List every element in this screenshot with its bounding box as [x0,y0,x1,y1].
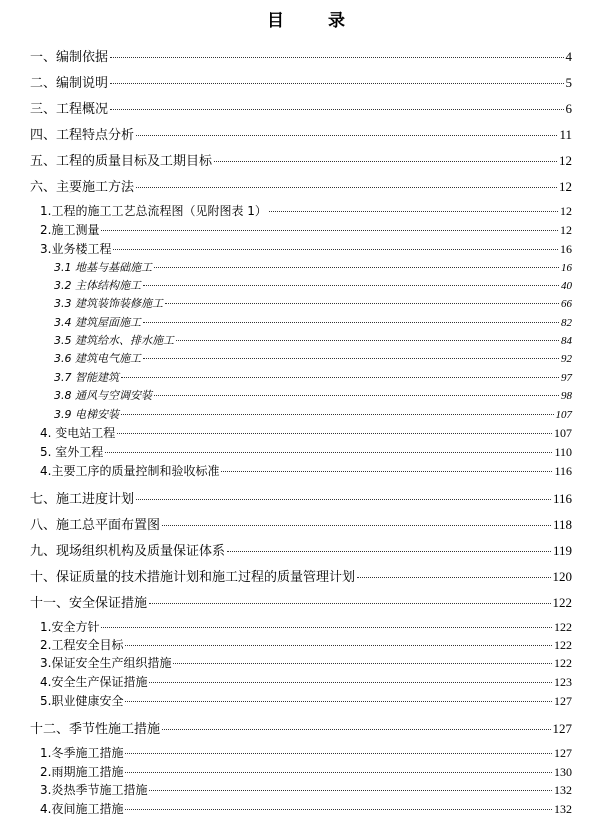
toc-entry-page-number: 16 [560,242,572,256]
toc-entry[interactable] [40,654,572,671]
toc-entry[interactable] [54,332,572,348]
toc-entry[interactable] [40,221,572,238]
toc-entry-page-number: 122 [554,638,572,652]
toc-entry-title: 二、编制说明 [30,76,109,91]
toc-entry[interactable] [40,462,572,479]
toc-entry-page-number: 110 [554,445,572,459]
dot-leader [121,414,554,415]
toc-entry-title: 三、工程概况 [30,102,109,117]
toc-entry-title: 十二、季节性施工措施 [30,722,161,737]
toc-entry-title: 九、现场组织机构及质量保证体系 [30,544,226,559]
toc-entry-page-number: 132 [554,802,572,816]
toc-entry[interactable] [40,443,572,460]
toc-entry-title: 六、主要施工方法 [30,180,135,195]
toc-entry-title: 1.冬季施工措施 [40,746,124,760]
toc-entry-page-number: 82 [561,317,572,329]
toc-entry-title: 2.施工测量 [40,223,100,237]
toc-entry[interactable] [40,673,572,690]
toc-entry-title: 一、编制依据 [30,50,109,65]
toc-entry-title: 3.5 建筑给水、排水施工 [54,334,174,347]
toc-entry-page-number: 97 [561,372,572,384]
toc-entry-title: 十、保证质量的技术措施计划和施工过程的质量管理计划 [30,570,356,585]
toc-entry-page-number: 107 [555,409,572,421]
toc-entry-title: 3.1 地基与基础施工 [54,261,152,274]
dot-leader [227,551,551,552]
dot-leader [149,790,552,791]
toc-entry[interactable] [54,387,572,403]
toc-entry[interactable] [40,202,572,219]
toc-entry-title: 七、施工进度计划 [30,492,135,507]
dot-leader [110,109,563,110]
toc-entry-page-number: 6 [565,101,572,116]
dot-leader [149,682,552,683]
dot-leader [214,161,557,162]
toc-entry-page-number: 132 [554,783,572,797]
toc-entry-title: 4.夜间施工措施 [40,802,124,816]
dot-leader [117,433,552,434]
toc-entry-page-number: 116 [554,464,572,478]
toc-entry[interactable] [54,314,572,330]
toc-entry-title: 3.3 建筑装饰装修施工 [54,297,163,310]
toc-entry[interactable] [30,488,572,507]
dot-leader [149,603,550,604]
toc-entry[interactable] [40,240,572,257]
dot-leader [110,83,563,84]
toc-entry[interactable] [40,424,572,441]
toc-entry[interactable] [30,176,572,195]
toc-entry[interactable] [30,514,572,533]
toc-entry-title: 4.主要工序的质量控制和验收标准 [40,464,220,478]
toc-entry[interactable] [40,744,572,761]
dot-leader [125,645,552,646]
dot-leader [101,230,558,231]
toc-entry-page-number: 98 [561,390,572,402]
toc-entry-page-number: 127 [552,721,572,736]
toc-entry-title: 八、施工总平面布置图 [30,518,161,533]
toc-entry-page-number: 119 [552,543,572,558]
dot-leader [143,285,559,286]
toc-entry[interactable] [30,46,572,65]
toc-entry-page-number: 107 [554,426,572,440]
toc-entry-page-number: 12 [559,153,572,168]
dot-leader [154,395,559,396]
toc-entry-page-number: 4 [565,49,572,64]
toc-entry[interactable] [54,259,572,275]
toc-entry-page-number: 66 [561,298,572,310]
dot-leader [125,701,552,702]
toc-entry[interactable] [40,781,572,798]
toc-entry-title: 3.业务楼工程 [40,242,112,256]
toc-entry-title: 五、工程的质量目标及工期目标 [30,154,213,169]
toc-entry-title: 1.安全方针 [40,620,100,634]
dot-leader [136,187,557,188]
toc-title-first-char: 目 [267,11,284,31]
toc-entry[interactable] [40,692,572,709]
toc-entry[interactable] [40,763,572,780]
dot-leader [269,211,558,212]
toc-entry[interactable] [30,592,572,611]
dot-leader [125,753,552,754]
dot-leader [136,499,551,500]
toc-entry-title: 5.职业健康安全 [40,694,124,708]
toc-entry-page-number: 122 [554,620,572,634]
toc-entry[interactable] [30,150,572,169]
toc-entry-page-number: 84 [561,335,572,347]
dot-leader [143,322,559,323]
toc-title-second-char: 录 [328,11,345,31]
toc-entry-page-number: 12 [559,179,572,194]
toc-entry-page-number: 16 [561,262,572,274]
toc-entry[interactable] [54,295,572,311]
toc-entry-title: 3.6 建筑电气施工 [54,352,141,365]
dot-leader [357,577,550,578]
toc-entry-page-number: 12 [560,204,572,218]
toc-entry-title: 2.雨期施工措施 [40,765,124,779]
toc-entry-title: 四、工程特点分析 [30,128,135,143]
toc-entry[interactable] [40,800,572,817]
toc-entry-page-number: 11 [559,127,572,142]
toc-entry-title: 2.工程安全目标 [40,638,124,652]
toc-entry-page-number: 118 [552,517,572,532]
dot-leader [154,267,559,268]
toc-entry-title: 十一、安全保证措施 [30,596,148,611]
toc-entry[interactable] [30,540,572,559]
toc-entry-title: 3.4 建筑屋面施工 [54,316,141,329]
toc-entry-page-number: 5 [565,75,572,90]
toc-entry[interactable] [54,369,572,385]
toc-entry-page-number: 130 [554,765,572,779]
toc-entry-title: 3.8 通风与空调安装 [54,389,152,402]
toc-entry-page-number: 127 [554,694,572,708]
dot-leader [121,377,559,378]
toc-entry-title: 3.9 电梯安装 [54,408,119,421]
toc-entry-page-number: 116 [552,491,572,506]
dot-leader [162,525,551,526]
toc-entry[interactable] [30,718,572,737]
toc-entry-title: 4.安全生产保证措施 [40,675,148,689]
toc-entry-title: 3.保证安全生产组织措施 [40,656,172,670]
dot-leader [105,452,552,453]
toc-entry[interactable] [30,98,572,117]
toc-entry[interactable] [54,406,572,422]
dot-leader [110,57,563,58]
dot-leader [136,135,557,136]
dot-leader [125,809,552,810]
toc-entry-title: 3.7 智能建筑 [54,371,119,384]
dot-leader [101,627,552,628]
toc-entry[interactable] [54,277,572,293]
dot-leader [165,303,559,304]
toc-entry-title: 3.2 主体结构施工 [54,279,141,292]
toc-entry-page-number: 120 [552,569,572,584]
toc-entry[interactable] [54,350,572,366]
dot-leader [162,729,550,730]
dot-leader [143,358,559,359]
toc-entry-page-number: 122 [552,595,572,610]
toc-entry[interactable] [30,72,572,91]
toc-entry[interactable] [30,124,572,143]
dot-leader [173,663,552,664]
toc-entry-page-number: 40 [561,280,572,292]
toc-entry[interactable] [30,566,572,585]
toc-entry-title: 1.工程的施工工艺总流程图（见附图表 1） [40,204,267,218]
toc-entry-page-number: 12 [560,223,572,237]
toc-entry-page-number: 122 [554,656,572,670]
toc-entry-title: 5. 室外工程 [40,445,104,459]
dot-leader [176,340,559,341]
toc-entry-title: 4. 变电站工程 [40,426,116,440]
dot-leader [113,249,558,250]
dot-leader [125,772,552,773]
toc-entry-title: 3.炎热季节施工措施 [40,783,148,797]
toc-entry-page-number: 127 [554,746,572,760]
toc-entry-page-number: 92 [561,353,572,365]
toc-entry-page-number: 123 [554,675,572,689]
toc-entry[interactable] [40,636,572,653]
toc-entry[interactable] [40,618,572,635]
dot-leader [221,471,552,472]
